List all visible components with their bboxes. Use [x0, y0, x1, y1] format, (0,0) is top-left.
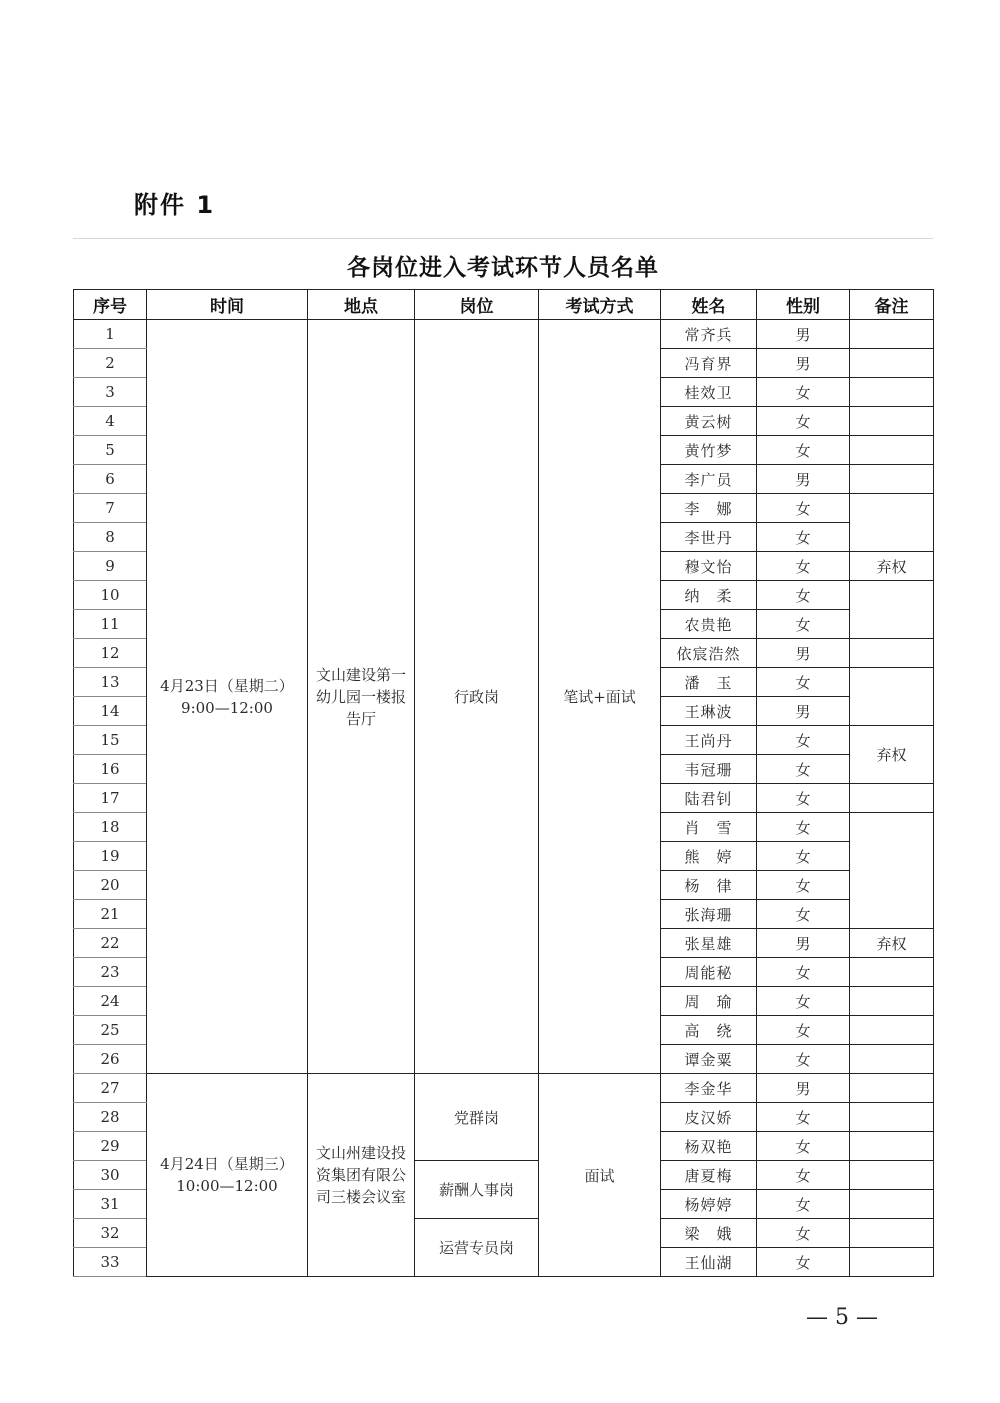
- cell-name: 黄云树: [661, 407, 757, 436]
- cell-name: 穆文怡: [661, 552, 757, 581]
- cell-no: 28: [74, 1103, 147, 1132]
- cell-no: 10: [74, 581, 147, 610]
- candidate-table: [73, 289, 934, 1277]
- cell-name: 韦冠珊: [661, 755, 757, 784]
- cell-gender: 女: [757, 1161, 850, 1190]
- cell-name: 冯育界: [661, 349, 757, 378]
- cell-no: 17: [74, 784, 147, 813]
- cell-name: 谭金粟: [661, 1045, 757, 1074]
- cell-no: 33: [74, 1248, 147, 1277]
- cell-gender: 女: [757, 610, 850, 639]
- cell-gender: 男: [757, 697, 850, 726]
- cell-remark: [850, 465, 934, 494]
- table-body: [74, 320, 934, 1277]
- cell-gender: 女: [757, 842, 850, 871]
- cell-name: 张星雄: [661, 929, 757, 958]
- cell-gender: 女: [757, 407, 850, 436]
- cell-name: 陆君钊: [661, 784, 757, 813]
- cell-gender: 男: [757, 349, 850, 378]
- cell-name: 杨双艳: [661, 1132, 757, 1161]
- cell-name: 李 娜: [661, 494, 757, 523]
- cell-gender: 女: [757, 581, 850, 610]
- cell-gender: 女: [757, 1219, 850, 1248]
- cell-gender: 女: [757, 668, 850, 697]
- cell-no: 27: [74, 1074, 147, 1103]
- cell-no: 24: [74, 987, 147, 1016]
- cell-remark: [850, 1190, 934, 1219]
- cell-post: 党群岗: [415, 1074, 539, 1161]
- cell-remark: [850, 813, 934, 929]
- cell-gender: 女: [757, 436, 850, 465]
- table-row: [74, 320, 934, 349]
- cell-name: 周 瑜: [661, 987, 757, 1016]
- cell-no: 19: [74, 842, 147, 871]
- cell-time: 4月24日（星期三）10:00—12:00: [147, 1074, 308, 1277]
- cell-gender: 女: [757, 1016, 850, 1045]
- cell-gender: 女: [757, 987, 850, 1016]
- cell-name: 杨 律: [661, 871, 757, 900]
- cell-no: 2: [74, 349, 147, 378]
- page-title: 各岗位进入考试环节人员名单: [347, 254, 659, 281]
- cell-name: 农贵艳: [661, 610, 757, 639]
- cell-remark: [850, 1219, 934, 1248]
- cell-no: 22: [74, 929, 147, 958]
- cell-remark: [850, 320, 934, 349]
- cell-post: 行政岗: [415, 320, 539, 1074]
- cell-no: 3: [74, 378, 147, 407]
- cell-gender: 男: [757, 1074, 850, 1103]
- cell-place: 文山建设第一幼儿园一楼报告厅: [308, 320, 415, 1074]
- cell-remark: 弃权: [850, 726, 934, 784]
- cell-name: 熊 婷: [661, 842, 757, 871]
- cell-name: 潘 玉: [661, 668, 757, 697]
- cell-name: 王仙湖: [661, 1248, 757, 1277]
- cell-remark: [850, 407, 934, 436]
- cell-no: 11: [74, 610, 147, 639]
- cell-post: 运营专员岗: [415, 1219, 539, 1277]
- cell-post: 薪酬人事岗: [415, 1161, 539, 1219]
- cell-gender: 女: [757, 523, 850, 552]
- cell-remark: 弃权: [850, 552, 934, 581]
- cell-gender: 男: [757, 465, 850, 494]
- cell-gender: 女: [757, 958, 850, 987]
- attachment-label: 附件 1: [134, 191, 216, 219]
- cell-no: 1: [74, 320, 147, 349]
- cell-remark: [850, 378, 934, 407]
- cell-remark: [850, 1016, 934, 1045]
- cell-remark: [850, 639, 934, 668]
- cell-no: 32: [74, 1219, 147, 1248]
- cell-gender: 女: [757, 1190, 850, 1219]
- cell-gender: 女: [757, 552, 850, 581]
- cell-remark: [850, 349, 934, 378]
- cell-name: 王琳波: [661, 697, 757, 726]
- cell-gender: 男: [757, 320, 850, 349]
- cell-name: 周能秘: [661, 958, 757, 987]
- cell-gender: 女: [757, 1103, 850, 1132]
- cell-gender: 女: [757, 1045, 850, 1074]
- cell-no: 20: [74, 871, 147, 900]
- cell-no: 21: [74, 900, 147, 929]
- cell-method: 笔试+面试: [539, 320, 661, 1074]
- cell-remark: [850, 1045, 934, 1074]
- cell-gender: 女: [757, 1248, 850, 1277]
- cell-no: 7: [74, 494, 147, 523]
- cell-name: 王尚丹: [661, 726, 757, 755]
- cell-gender: 女: [757, 755, 850, 784]
- cell-name: 李广员: [661, 465, 757, 494]
- header-post: 岗位: [415, 290, 539, 320]
- cell-no: 16: [74, 755, 147, 784]
- page-number: — 5 —: [806, 1305, 878, 1330]
- cell-remark: [850, 436, 934, 465]
- table-row: [74, 1074, 934, 1103]
- cell-name: 纳 柔: [661, 581, 757, 610]
- cell-name: 黄竹梦: [661, 436, 757, 465]
- cell-no: 29: [74, 1132, 147, 1161]
- cell-gender: 男: [757, 639, 850, 668]
- header-remark: 备注: [850, 290, 934, 320]
- header-name: 姓名: [661, 290, 757, 320]
- cell-name: 李世丹: [661, 523, 757, 552]
- cell-name: 张海珊: [661, 900, 757, 929]
- cell-no: 8: [74, 523, 147, 552]
- cell-no: 15: [74, 726, 147, 755]
- cell-remark: [850, 494, 934, 552]
- cell-no: 14: [74, 697, 147, 726]
- cell-remark: [850, 784, 934, 813]
- cell-name: 皮汉娇: [661, 1103, 757, 1132]
- header-gender: 性别: [757, 290, 850, 320]
- cell-no: 25: [74, 1016, 147, 1045]
- cell-name: 依宸浩然: [661, 639, 757, 668]
- header-place: 地点: [308, 290, 415, 320]
- cell-no: 12: [74, 639, 147, 668]
- cell-no: 6: [74, 465, 147, 494]
- cell-no: 4: [74, 407, 147, 436]
- cell-no: 30: [74, 1161, 147, 1190]
- cell-gender: 男: [757, 929, 850, 958]
- cell-no: 18: [74, 813, 147, 842]
- cell-name: 李金华: [661, 1074, 757, 1103]
- cell-gender: 女: [757, 871, 850, 900]
- cell-gender: 女: [757, 726, 850, 755]
- cell-no: 23: [74, 958, 147, 987]
- cell-time: 4月23日（星期二）9:00—12:00: [147, 320, 308, 1074]
- cell-no: 5: [74, 436, 147, 465]
- cell-no: 26: [74, 1045, 147, 1074]
- header-no: 序号: [74, 290, 147, 320]
- cell-name: 杨婷婷: [661, 1190, 757, 1219]
- cell-method: 面试: [539, 1074, 661, 1277]
- cell-name: 常齐兵: [661, 320, 757, 349]
- header-row: [74, 290, 934, 320]
- cell-gender: 女: [757, 378, 850, 407]
- cell-remark: [850, 1161, 934, 1190]
- cell-name: 梁 娥: [661, 1219, 757, 1248]
- cell-no: 9: [74, 552, 147, 581]
- cell-remark: [850, 1248, 934, 1277]
- cell-remark: [850, 987, 934, 1016]
- header-method: 考试方式: [539, 290, 661, 320]
- cell-remark: [850, 1103, 934, 1132]
- cell-remark: [850, 581, 934, 639]
- cell-gender: 女: [757, 900, 850, 929]
- cell-no: 13: [74, 668, 147, 697]
- cell-name: 唐夏梅: [661, 1161, 757, 1190]
- cell-remark: [850, 958, 934, 987]
- divider: [73, 238, 933, 239]
- cell-remark: [850, 1074, 934, 1103]
- cell-name: 桂效卫: [661, 378, 757, 407]
- cell-gender: 女: [757, 494, 850, 523]
- cell-name: 高 绕: [661, 1016, 757, 1045]
- cell-remark: [850, 1132, 934, 1161]
- cell-remark: 弃权: [850, 929, 934, 958]
- cell-gender: 女: [757, 813, 850, 842]
- cell-place: 文山州建设投资集团有限公司三楼会议室: [308, 1074, 415, 1277]
- cell-name: 肖 雪: [661, 813, 757, 842]
- cell-gender: 女: [757, 1132, 850, 1161]
- cell-gender: 女: [757, 784, 850, 813]
- cell-remark: [850, 668, 934, 726]
- cell-no: 31: [74, 1190, 147, 1219]
- header-time: 时间: [147, 290, 308, 320]
